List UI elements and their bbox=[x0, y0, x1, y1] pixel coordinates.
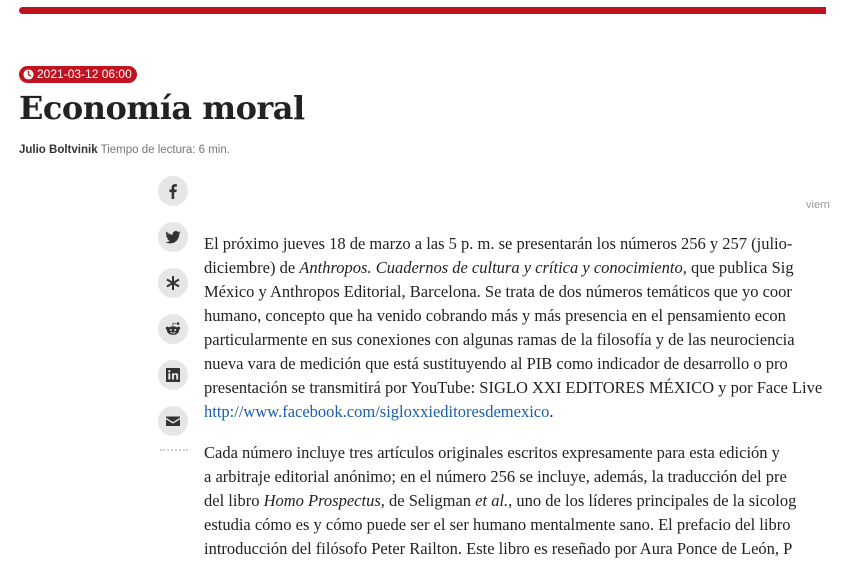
share-divider bbox=[160, 449, 188, 451]
text-line: humano, concepto que ha venido cobrando más y más presencia en el pensamiento econ bbox=[204, 306, 786, 325]
text-line: del libro Homo Prospectus, de Seligman et al., uno de los líderes principales de la sicolog bbox=[204, 491, 797, 510]
linkedin-icon bbox=[165, 367, 181, 383]
reddit-icon bbox=[165, 321, 181, 337]
text-line: introducción del filósofo Peter Railton. Este libro es reseñado por Aura Ponce de León, P bbox=[204, 539, 793, 558]
text-line: presentación se transmitirá por YouTube: SIGLO XXI EDITORES MÉXICO y por Face Live bbox=[204, 378, 823, 397]
paragraph-1 bbox=[204, 232, 864, 424]
text-line: Cada número incluye tres artículos originales escritos expresamente para esta edición y bbox=[204, 443, 780, 462]
author-link[interactable]: Julio Boltvinik bbox=[19, 144, 98, 156]
facebook-link[interactable]: http://www.facebook.com/sigloxxieditoresdemexico bbox=[204, 402, 550, 421]
share-email-button[interactable] bbox=[158, 406, 188, 436]
date-badge bbox=[19, 66, 137, 83]
clock-icon bbox=[23, 69, 34, 80]
text-line: a arbitraje editorial anónimo; en el número 256 se incluye, además, la traducción del pre bbox=[204, 467, 787, 486]
twitter-icon bbox=[165, 229, 181, 245]
page-title: Economía moral bbox=[19, 89, 305, 127]
byline bbox=[19, 144, 230, 156]
book-title: Homo Prospectus, bbox=[263, 491, 385, 510]
text-line: diciembre) de Anthropos. Cuadernos de cultura y crítica y conocimiento, que publica Sig bbox=[204, 258, 794, 277]
reading-time: Tiempo de lectura: 6 min. bbox=[100, 144, 230, 156]
share-bar bbox=[158, 176, 190, 452]
share-linkedin-button[interactable] bbox=[158, 360, 188, 390]
publication-title: Anthropos. Cuadernos de cultura y crítica y conocimiento, bbox=[299, 258, 687, 277]
text-line: estudia cómo es y cómo puede ser el ser humano mentalmente sano. El prefacio del libro bbox=[204, 515, 791, 534]
share-reddit-button[interactable] bbox=[158, 314, 188, 344]
share-other-button[interactable] bbox=[158, 268, 188, 298]
article-body bbox=[204, 232, 864, 578]
share-twitter-button[interactable] bbox=[158, 222, 188, 252]
sidebar-partial-text: viern bbox=[806, 199, 830, 211]
text-line: particularmente en sus conexiones con algunas ramas de la filosofía y de las neurociencia bbox=[204, 330, 795, 349]
asterisk-icon bbox=[165, 275, 181, 291]
top-accent-bar bbox=[19, 7, 826, 14]
text-line: http://www.facebook.com/sigloxxieditoresdemexico. bbox=[204, 402, 554, 421]
email-icon bbox=[165, 413, 181, 429]
text-line: El próximo jueves 18 de marzo a las 5 p. m. se presentarán los números 256 y 257 (julio- bbox=[204, 234, 793, 253]
paragraph-2 bbox=[204, 441, 864, 561]
facebook-icon bbox=[165, 183, 181, 199]
share-facebook-button[interactable] bbox=[158, 176, 188, 206]
date-text: 2021-03-12 06:00 bbox=[37, 67, 132, 81]
text-line: México y Anthropos Editorial, Barcelona. Se trata de dos números temáticos que yo coor bbox=[204, 282, 792, 301]
text-line: nueva vara de medición que está sustituyendo al PIB como indicador de desarrollo o pro bbox=[204, 354, 788, 373]
